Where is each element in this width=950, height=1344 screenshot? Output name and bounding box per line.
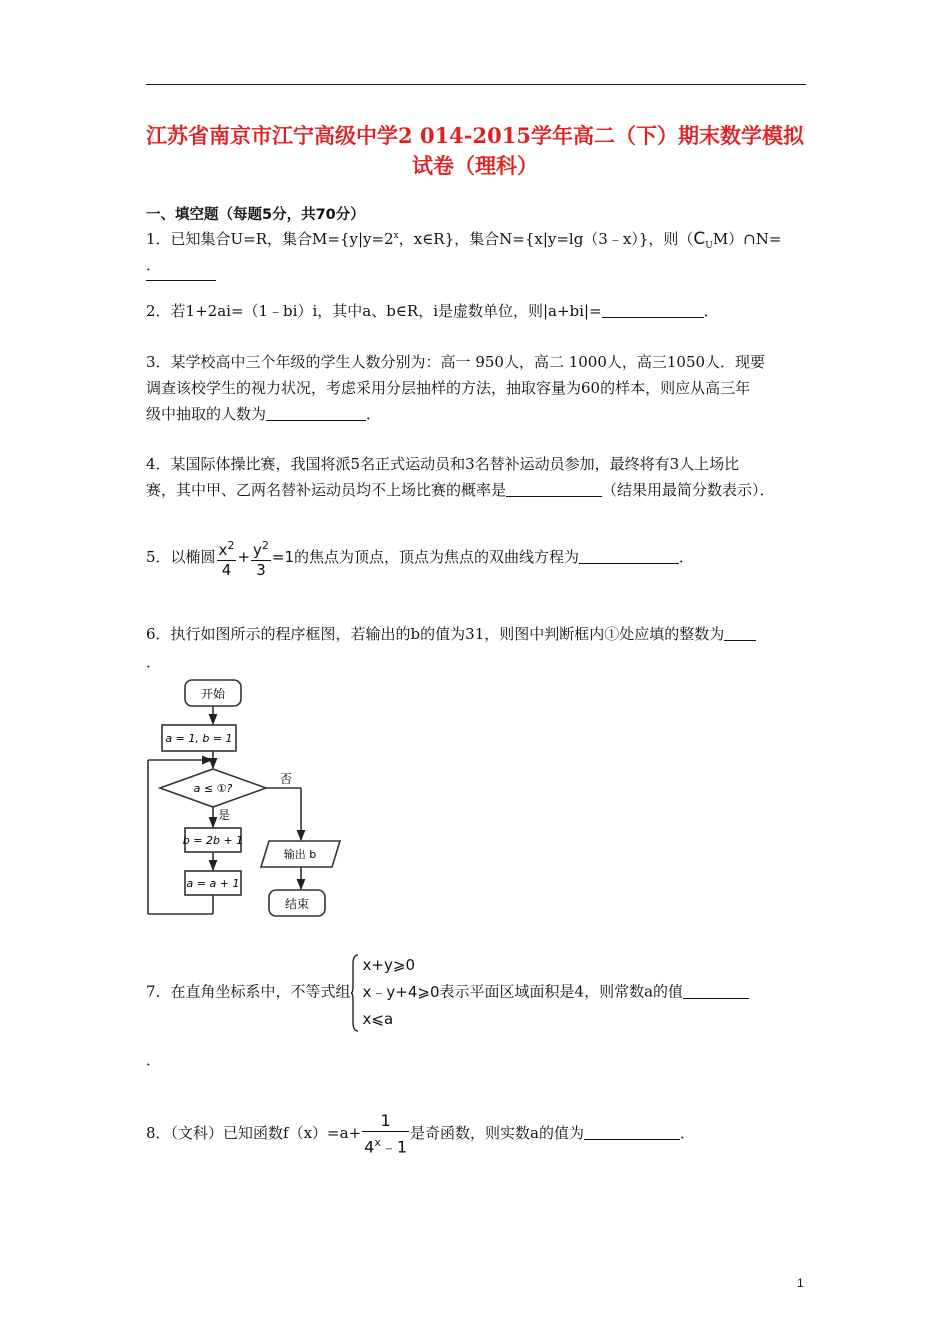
- question-4: [146, 476, 810, 504]
- q1-sup: x: [393, 231, 399, 241]
- q5-fraction-y: [251, 536, 271, 580]
- flow-no-label: 否: [280, 772, 293, 786]
- flow-yes-label: 是: [218, 808, 231, 822]
- document-title-line1: 江苏省南京市江宁高级中学2 014-2015学年高二（下）期末数学模拟: [146, 123, 804, 148]
- q3-end: ．: [366, 405, 382, 423]
- q1-end: ．: [146, 256, 162, 274]
- flow-end-label: 结束: [284, 897, 310, 911]
- q7-ineq1: x+y⩾0: [362, 956, 415, 974]
- document-title-line2: 试卷（理科）: [412, 153, 538, 178]
- q1-complement: C: [693, 229, 706, 249]
- q4-line2-end: （结果用最简分数表示）．: [602, 481, 775, 499]
- q3-line3: 级中抽取的人数为: [146, 405, 267, 423]
- q2-answer-blank[interactable]: [602, 301, 704, 318]
- q5-text-b: 的焦点为顶点，顶点为焦点的双曲线方程为: [294, 548, 580, 566]
- q8-text-a: 8．（文科）已知函数f（x）=a+: [146, 1124, 362, 1142]
- q1-text-a: 1．已知集合U=R，集合M={y|y=2: [146, 230, 394, 248]
- q8-frac-num: 1: [362, 1110, 409, 1132]
- q4-line2: 赛，其中甲、乙两名替补运动员均不上场比赛的概率是: [146, 481, 507, 499]
- q4-answer-blank[interactable]: [506, 480, 602, 497]
- q5-frac1-den: 4: [221, 561, 232, 579]
- q1-text-b: ，x∈R}，集合N={x|y=lg（3﹣x）}，则（: [398, 230, 694, 248]
- q5-answer-blank[interactable]: [579, 547, 679, 564]
- flow-step1-label: b = 2b + 1: [182, 834, 244, 847]
- header-rule: [146, 84, 806, 85]
- question-5: [146, 535, 810, 580]
- q3-answer-blank[interactable]: [266, 404, 366, 421]
- question-6: [146, 620, 810, 648]
- q1-text-c: M）∩N=: [712, 230, 782, 248]
- q7-text-a: 7．在直角坐标系中，不等式组: [146, 982, 351, 1001]
- q5-frac2-sup: 2: [261, 539, 269, 552]
- q8-fraction: [362, 1110, 409, 1157]
- q2-end: ．: [703, 302, 719, 320]
- q7-inequality-system: [351, 952, 440, 1033]
- program-flowchart: [140, 672, 350, 922]
- q7-ineq2: x﹣y+4⩾0: [362, 983, 440, 1001]
- q1-sub: U: [705, 241, 713, 251]
- q7-answer-blank[interactable]: [683, 982, 749, 999]
- q7-brace: [351, 954, 359, 1032]
- q5-frac1-num: x: [218, 541, 228, 559]
- q5-end: ．: [679, 548, 695, 566]
- question-2: [146, 297, 810, 325]
- q4-line1: 4．某国际体操比赛，我国将派5名正式运动员和3名替补运动员参加，最终将有3人上场比: [146, 455, 740, 473]
- q6-answer-blank[interactable]: [724, 624, 756, 641]
- question-7: [146, 952, 810, 1033]
- q5-frac1-sup: 2: [227, 539, 235, 552]
- question-8: [146, 1108, 810, 1158]
- q5-fraction-x: [217, 536, 237, 580]
- q6-end: ．: [146, 653, 162, 671]
- q6-text: 6．执行如图所示的程序框图，若输出的b的值为31，则图中判断框内①处应填的整数为: [146, 625, 725, 643]
- q5-equals: =1: [271, 548, 295, 566]
- q3-line2: 调查该校学生的视力状况，考虑采用分层抽样的方法，抽取容量为60的样本，则应从高三年: [146, 379, 751, 397]
- flow-step2-label: a = a + 1: [186, 877, 240, 890]
- question-3: [146, 400, 810, 428]
- q8-text-b: 是奇函数，则实数a的值为: [410, 1124, 584, 1142]
- flow-output-label: 输出 b: [283, 848, 317, 861]
- q8-end: ．: [679, 1124, 695, 1142]
- q5-frac2-den: 3: [256, 561, 266, 579]
- q5-plus: +: [237, 548, 251, 566]
- flow-init-label: a = 1, b = 1: [165, 732, 233, 745]
- q8-answer-blank[interactable]: [584, 1123, 680, 1140]
- q8-frac-den-rest: ﹣1: [380, 1137, 408, 1157]
- q5-frac2-num: y: [253, 541, 262, 559]
- flow-condition-label: a ≤ ①?: [193, 782, 233, 795]
- q8-frac-den-sup: x: [374, 1136, 381, 1150]
- q5-text-a: 5．以椭圆: [146, 548, 216, 566]
- page-number: 1: [797, 1276, 804, 1290]
- q7-ineq3: x⩽a: [362, 1010, 394, 1028]
- q7-end: ．: [146, 1051, 162, 1069]
- q3-line1: 3．某学校高中三个年级的学生人数分别为：高一 950人，高二 1000人，高三1050人．现要: [146, 353, 766, 371]
- flow-start-label: 开始: [200, 687, 226, 701]
- q7-text-b: 表示平面区域面积是4，则常数a的值: [439, 982, 684, 1001]
- q2-text: 2．若1+2ai=（1﹣bi）i，其中a、b∈R，i是虚数单位，则|a+bi|=: [146, 302, 602, 320]
- section-heading: 一、填空题（每题5分，共70分）: [146, 207, 365, 223]
- q8-frac-den-base: 4: [364, 1137, 375, 1157]
